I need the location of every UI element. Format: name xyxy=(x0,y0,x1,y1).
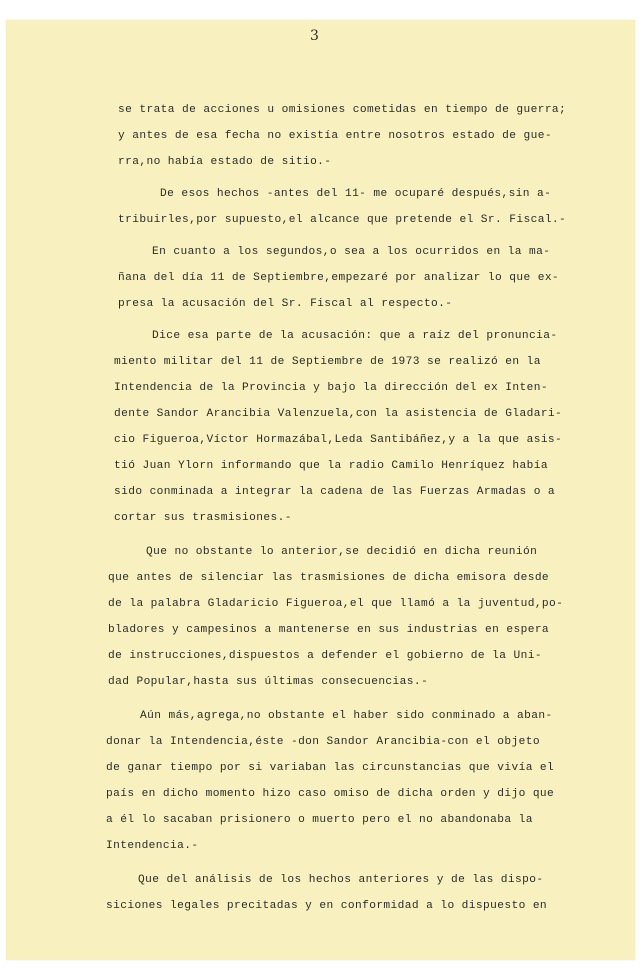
text-line: de ganar tiempo por si variaban las circunstancias que vivía el xyxy=(106,762,555,774)
text-line: cio Figueroa,Víctor Hormazábal,Leda Santibáñez,y a la que asis- xyxy=(114,434,563,446)
text-line: donar la Intendencia,éste -don Sandor Arancibia-con el objeto xyxy=(106,736,540,748)
text-line: dad Popular,hasta sus últimas consecuencias.- xyxy=(108,676,429,688)
text-line: de instrucciones,dispuestos a defender el gobierno de la Uni- xyxy=(108,650,542,662)
text-line: Aún más,agrega,no obstante el haber sido conminado a aban- xyxy=(140,710,553,722)
text-line: Intendencia.- xyxy=(106,840,199,852)
text-line: rra,no había estado de sitio.- xyxy=(118,156,332,168)
text-line: En cuanto a los segundos,o sea a los ocurridos en la ma- xyxy=(152,246,551,258)
text-line: miento militar del 11 de Septiembre de 1973 se realizó en la xyxy=(114,356,541,368)
text-line: ñana del día 11 de Septiembre,empezaré por analizar lo que ex- xyxy=(118,272,560,284)
text-line: siciones legales precitadas y en conformidad a lo dispuesto en xyxy=(106,900,548,912)
text-line: tió Juan Ylorn informando que la radio Camilo Henríquez había xyxy=(114,460,548,472)
text-line: Que del análisis de los hechos anteriores y de las dispo- xyxy=(138,874,544,886)
page-number: 3 xyxy=(310,28,319,44)
document-page xyxy=(6,20,635,960)
text-line: dente Sandor Arancibia Valenzuela,con la asistencia de Gladari- xyxy=(114,408,563,420)
text-line: tribuirles,por supuesto,el alcance que pretende el Sr. Fiscal.- xyxy=(118,214,567,226)
text-line: Dice esa parte de la acusación: que a raíz del pronuncia- xyxy=(152,330,558,342)
text-line: que antes de silenciar las trasmisiones de dicha emisora desde xyxy=(108,572,550,584)
text-line: a él lo sacaban prisionero o muerto pero el no abandonaba la xyxy=(106,814,533,826)
text-line: de la palabra Gladaricio Figueroa,el que llamó a la juventud,po- xyxy=(108,598,564,610)
text-line: sido conminada a integrar la cadena de las Fuerzas Armadas o a xyxy=(114,486,556,498)
text-line: y antes de esa fecha no existía entre nosotros estado de gue- xyxy=(118,130,552,142)
text-line: país en dicho momento hizo caso omiso de dicha orden y dijo que xyxy=(106,788,555,800)
text-line: Que no obstante lo anterior,se decidió en dicha reunión xyxy=(146,546,538,558)
text-line: Intendencia de la Provincia y bajo la dirección del ex Inten- xyxy=(114,382,548,394)
text-line: presa la acusación del Sr. Fiscal al respecto.- xyxy=(118,298,453,310)
text-line: bladores y campesinos a mantenerse en sus industrias en espera xyxy=(108,624,550,636)
text-line: De esos hechos -antes del 11- me ocuparé después,sin a- xyxy=(160,188,552,200)
text-line: se trata de acciones u omisiones cometidas en tiempo de guerra; xyxy=(118,104,567,116)
text-line: cortar sus trasmisiones.- xyxy=(114,512,292,524)
